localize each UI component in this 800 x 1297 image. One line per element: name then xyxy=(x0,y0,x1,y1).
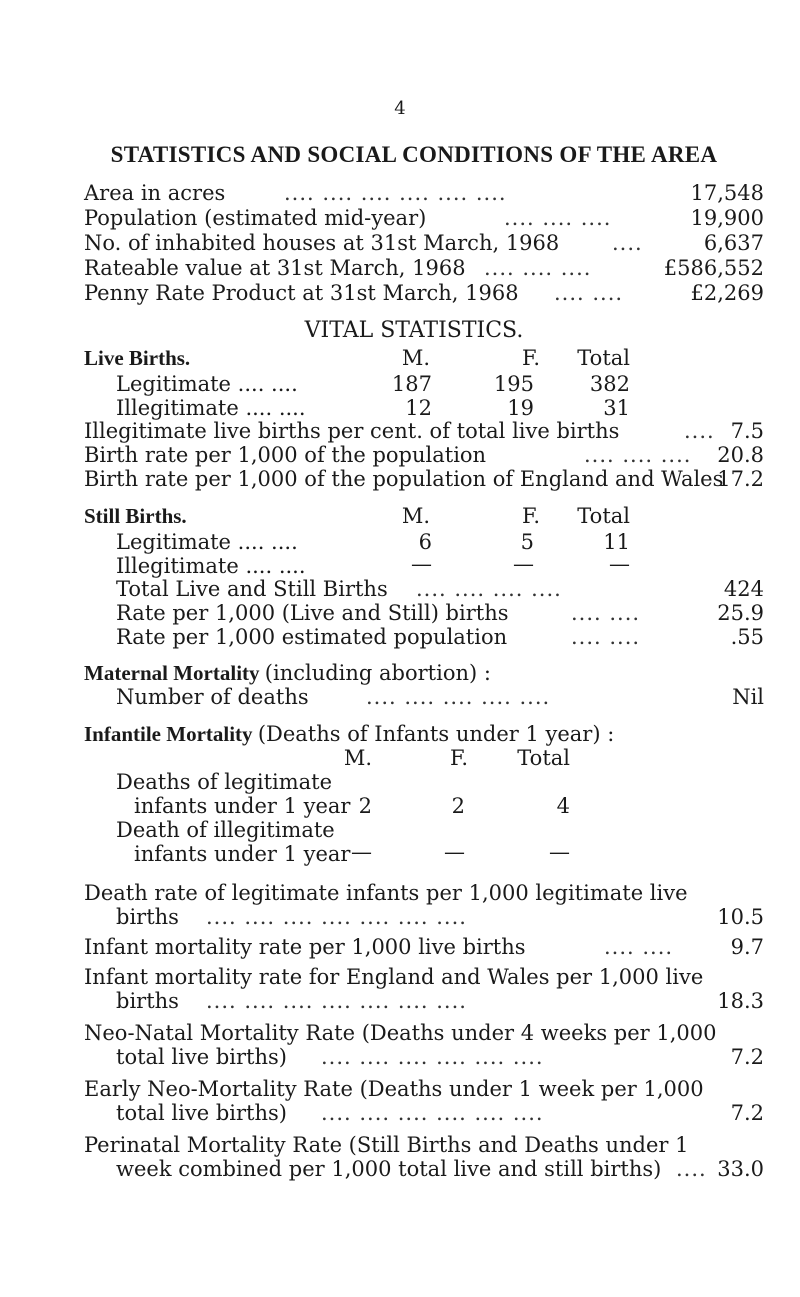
rate-value: Nil xyxy=(732,685,764,709)
cell-f: 5 xyxy=(520,530,534,554)
rate-value: 25.9 xyxy=(717,601,764,625)
row-label: infants under 1 year xyxy=(134,842,351,866)
stat-label: Area in acres xyxy=(84,181,226,205)
leader-dots: .... .... xyxy=(554,281,624,305)
rate-value: 7.2 xyxy=(730,1101,764,1125)
rate-label-line1: Infant mortality rate for England and Wales per 1,000 live xyxy=(84,965,704,989)
cell-f: 19 xyxy=(507,396,534,420)
stat-value: 17,548 xyxy=(690,181,764,205)
rate-label-line1: Early Neo-Mortality Rate (Deaths under 1 week per 1,000 xyxy=(84,1077,704,1101)
heading-bold: Maternal Mortality xyxy=(84,661,260,685)
rate-row xyxy=(84,1076,764,1102)
rate-row xyxy=(84,964,764,990)
rate-label-line2: births xyxy=(116,905,179,929)
rate-row xyxy=(84,934,764,960)
stat-label: Population (estimated mid-year) xyxy=(84,206,427,230)
column-header-m: M. xyxy=(343,746,372,770)
section-title: VITAL STATISTICS. xyxy=(304,318,524,343)
rate-value: 7.5 xyxy=(730,419,764,443)
leader-dots: .... .... xyxy=(571,601,641,625)
stat-label: Penny Rate Product at 31st March, 1968 xyxy=(84,281,519,305)
heading-rest: (including abortion) : xyxy=(264,661,491,685)
rate-value: 33.0 xyxy=(717,1157,764,1181)
heading-rest: (Deaths of Infants under 1 year) : xyxy=(257,722,615,746)
rate-value: 9.7 xyxy=(730,935,764,959)
cell-f: 195 xyxy=(493,372,534,396)
row-label: Death of illegitimate xyxy=(116,818,335,842)
column-header-f: F. xyxy=(522,346,540,370)
row-label: Legitimate .... .... xyxy=(116,372,298,396)
column-header-f: F. xyxy=(522,504,540,528)
cell-total: 11 xyxy=(603,530,630,554)
leader-dots: .... .... .... .... .... .... xyxy=(284,181,507,205)
column-header-f: F. xyxy=(450,746,468,770)
rate-row xyxy=(116,1156,764,1182)
rate-value: 424 xyxy=(723,577,764,601)
leader-dots: .... .... .... .... .... xyxy=(366,685,551,709)
section-heading xyxy=(84,722,614,747)
rate-label-line2: total live births) xyxy=(116,1045,287,1069)
rate-label-line1: Perinatal Mortality Rate (Still Births and Deaths under 1 xyxy=(84,1133,689,1157)
rate-row xyxy=(84,466,764,492)
rate-row xyxy=(116,624,764,650)
cell-total: — xyxy=(609,552,630,576)
leader-dots: .... .... .... .... .... .... .... xyxy=(206,989,467,1013)
leader-dots: .... .... xyxy=(604,935,674,959)
stat-row xyxy=(84,180,764,206)
leader-dots: .... xyxy=(684,419,715,443)
rate-label: Total Live and Still Births xyxy=(116,577,388,601)
rate-row xyxy=(84,418,764,444)
stat-label: No. of inhabited houses at 31st March, 1968 xyxy=(84,231,560,255)
rate-row xyxy=(116,988,764,1014)
rate-row xyxy=(116,576,764,602)
section-heading xyxy=(84,661,491,686)
row-label: Deaths of legitimate xyxy=(116,770,333,794)
rate-value: 18.3 xyxy=(717,989,764,1013)
rate-label-line1: Death rate of legitimate infants per 1,000 legitimate live xyxy=(84,881,688,905)
leader-dots: .... .... .... xyxy=(484,256,592,280)
cell-m: — xyxy=(411,552,432,576)
rate-value: 10.5 xyxy=(717,905,764,929)
rate-label: Illegitimate live births per cent. of total live births xyxy=(84,419,620,443)
column-header-m: M. xyxy=(401,504,430,528)
cell-m: 12 xyxy=(405,396,432,420)
rate-value: 17.2 xyxy=(717,467,764,491)
column-header-total: Total xyxy=(517,746,570,770)
rate-row xyxy=(116,684,764,710)
leader-dots: .... .... .... .... .... .... xyxy=(321,1045,544,1069)
rate-row xyxy=(116,904,764,930)
row-label: Illegitimate .... .... xyxy=(116,396,306,420)
rate-row xyxy=(116,1100,764,1126)
leader-dots: .... .... .... xyxy=(504,206,612,230)
leader-dots: .... .... .... .... xyxy=(416,577,562,601)
rate-label-line1: Neo-Natal Mortality Rate (Deaths under 4 weeks per 1,000 xyxy=(84,1021,717,1045)
rate-label-line2: week combined per 1,000 total live and still births) xyxy=(116,1157,662,1181)
cell-f: 2 xyxy=(451,794,465,818)
stat-row xyxy=(84,280,764,306)
leader-dots: .... xyxy=(612,231,643,255)
heading-bold: Infantile Mortality xyxy=(84,722,253,746)
cell-m: 187 xyxy=(391,372,432,396)
leader-dots: .... .... xyxy=(571,625,641,649)
cell-m: 6 xyxy=(418,530,432,554)
leader-dots: .... .... .... xyxy=(584,443,692,467)
cell-total: — xyxy=(549,840,570,864)
column-header-m: M. xyxy=(401,346,430,370)
stat-label: Rateable value at 31st March, 1968 xyxy=(84,256,466,280)
row-label: infants under 1 year xyxy=(134,794,351,818)
rate-value: 20.8 xyxy=(717,443,764,467)
rate-label: Birth rate per 1,000 of the population xyxy=(84,443,487,467)
page-number: 4 xyxy=(394,98,406,119)
leader-dots: .... .... .... .... .... .... xyxy=(321,1101,544,1125)
row-label: Illegitimate .... .... xyxy=(116,554,306,578)
cell-m: 2 xyxy=(358,794,372,818)
rate-value: .55 xyxy=(730,625,764,649)
rate-row xyxy=(84,1132,764,1158)
rate-label-line2: births xyxy=(116,989,179,1013)
stat-row xyxy=(84,255,764,281)
rate-label: Rate per 1,000 (Live and Still) births xyxy=(116,601,509,625)
leader-dots: .... xyxy=(676,1157,707,1181)
cell-total: 382 xyxy=(589,372,630,396)
rate-label: Rate per 1,000 estimated population xyxy=(116,625,508,649)
rate-label: Infant mortality rate per 1,000 live births xyxy=(84,935,526,959)
leader-dots: .... .... .... .... .... .... .... xyxy=(206,905,467,929)
stat-row xyxy=(84,230,764,256)
stat-value: 6,637 xyxy=(703,231,764,255)
column-header-total: Total xyxy=(577,504,630,528)
cell-total: 31 xyxy=(603,396,630,420)
rate-label: Number of deaths xyxy=(116,685,309,709)
rate-row xyxy=(84,880,764,906)
cell-m: — xyxy=(351,840,372,864)
rate-row xyxy=(116,1044,764,1070)
cell-f: — xyxy=(513,552,534,576)
cell-f: — xyxy=(444,840,465,864)
stat-row xyxy=(84,205,764,231)
rate-value: 7.2 xyxy=(730,1045,764,1069)
cell-total: 4 xyxy=(556,794,570,818)
page-title: STATISTICS AND SOCIAL CONDITIONS OF THE AREA xyxy=(110,142,718,167)
column-header-total: Total xyxy=(577,346,630,370)
rate-row xyxy=(84,1020,764,1046)
stat-value: £586,552 xyxy=(663,256,764,280)
section-heading: Still Births. xyxy=(84,504,187,528)
stat-value: £2,269 xyxy=(690,281,764,305)
stat-value: 19,900 xyxy=(690,206,764,230)
rate-row xyxy=(84,442,764,468)
section-heading: Live Births. xyxy=(84,346,191,370)
rate-row xyxy=(116,600,764,626)
rate-label: Birth rate per 1,000 of the population of England and Wales xyxy=(84,467,724,491)
rate-label-line2: total live births) xyxy=(116,1101,287,1125)
row-label: Legitimate .... .... xyxy=(116,530,298,554)
